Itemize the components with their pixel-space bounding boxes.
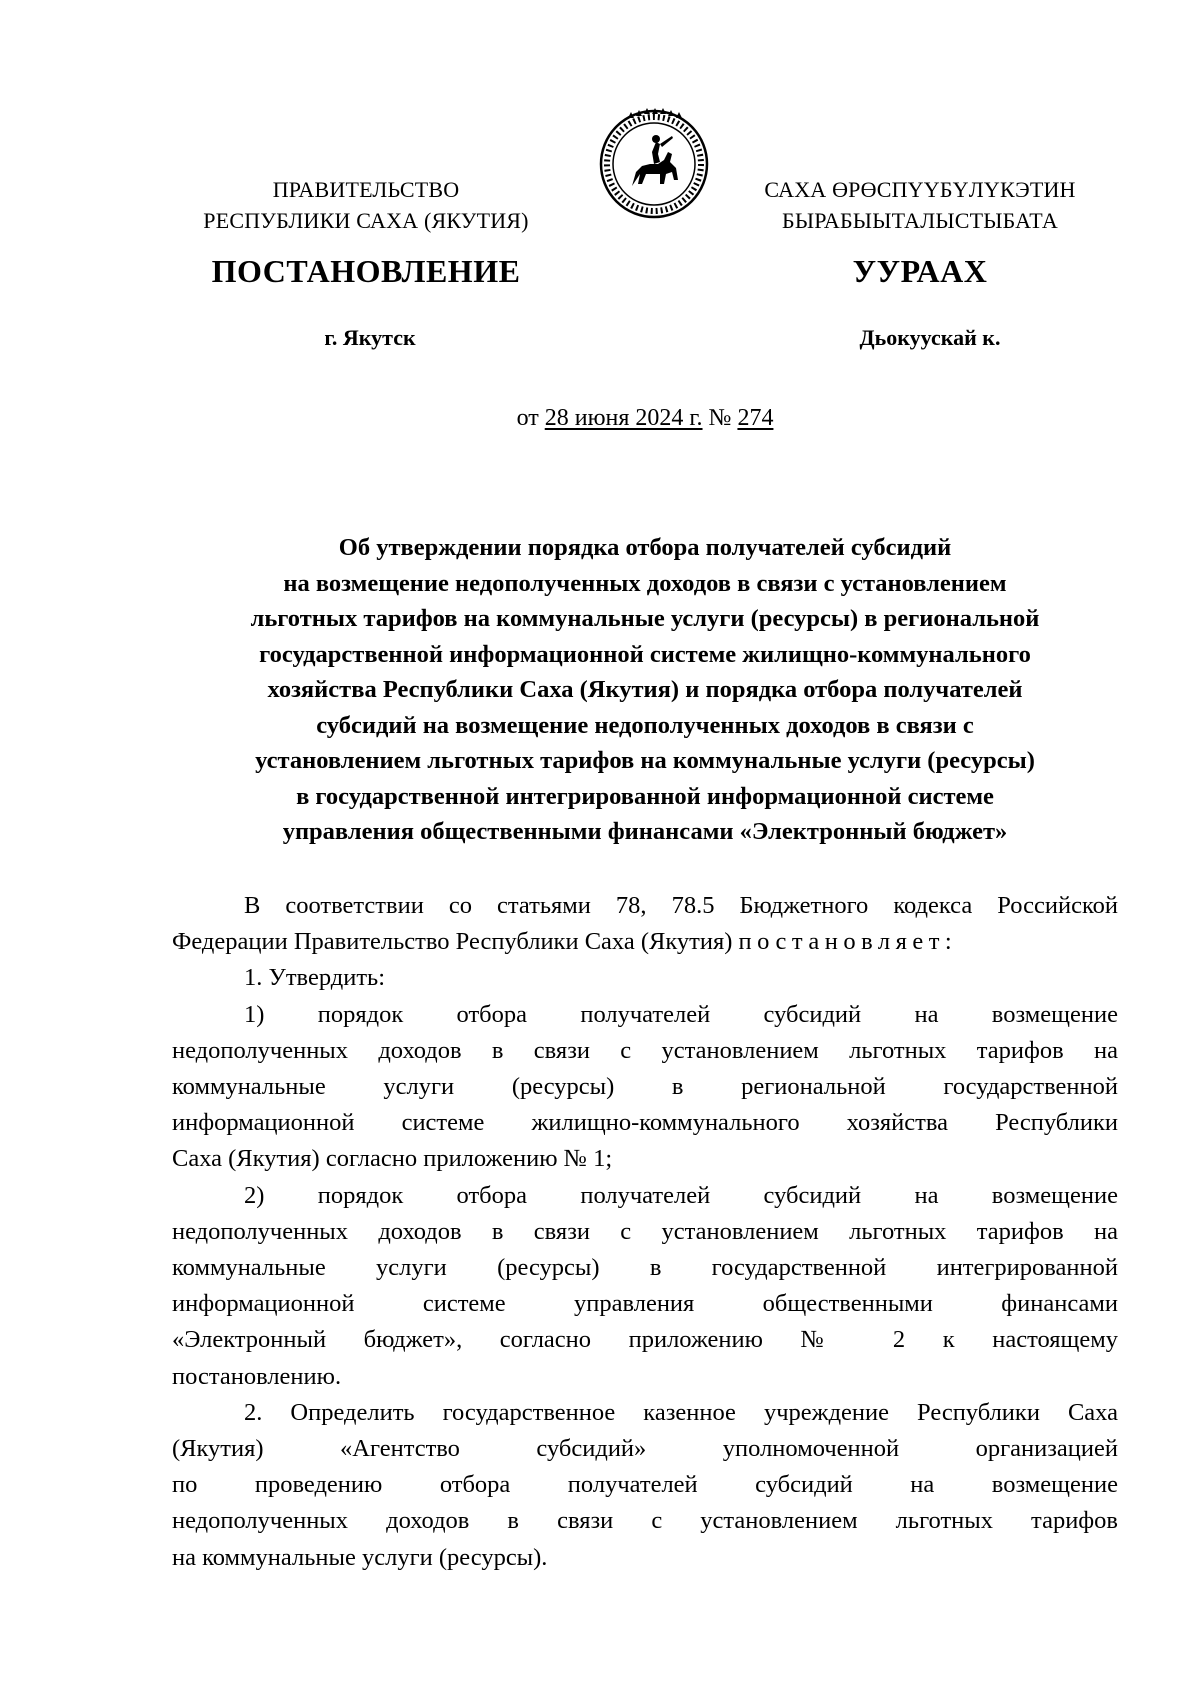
subject-line: субсидий на возмещение недополученных доходов в связи с bbox=[316, 711, 974, 739]
subject-line: государственной информационной системе жилищно-коммунального bbox=[259, 640, 1031, 668]
subject-line: в государственной интегрированной информационной системе bbox=[296, 782, 994, 810]
body-line: 2) порядок отбора получателей субсидий на возмещение bbox=[244, 1181, 1118, 1209]
body-line: информационной системе управления общественными финансами bbox=[172, 1290, 1118, 1318]
body-line: постановлению. bbox=[172, 1362, 342, 1390]
body-line: недополученных доходов в связи с установлением льготных тарифов на bbox=[172, 1217, 1118, 1245]
body-line: коммунальные услуги (ресурсы) в региональной государственной bbox=[172, 1073, 1118, 1101]
document-subject bbox=[150, 530, 1140, 850]
date-prefix: от bbox=[516, 405, 545, 431]
body-line: по проведению отбора получателей субсидий на возмещение bbox=[172, 1471, 1118, 1499]
issuer-header-ru bbox=[176, 174, 556, 236]
body-line: (Якутия) «Агентство субсидий» уполномоченной организацией bbox=[172, 1435, 1118, 1463]
city-ru: г. Якутск bbox=[324, 325, 416, 350]
issuer-line-2: РЕСПУБЛИКИ САХА (ЯКУТИЯ) bbox=[203, 208, 529, 233]
subject-line: установлением льготных тарифов на коммунальные услуги (ресурсы) bbox=[255, 747, 1035, 774]
issuer-header-sakha bbox=[730, 174, 1110, 236]
document-type-sakha: УУРААХ bbox=[852, 253, 988, 289]
paragraph-item-1 bbox=[172, 997, 1118, 1178]
subject-line: хозяйства Республики Саха (Якутия) и порядка отбора получателей bbox=[267, 676, 1023, 703]
paragraph-item-2 bbox=[172, 1178, 1118, 1395]
body-line: «Электронный бюджет», согласно приложению № 2 к настоящему bbox=[172, 1326, 1118, 1354]
subject-line: управления общественными финансами «Электронный бюджет» bbox=[282, 818, 1008, 845]
document-body bbox=[172, 888, 1118, 1576]
body-line bbox=[172, 924, 1118, 960]
city-sakha: Дьокуускай к. bbox=[859, 325, 1001, 350]
issuer-line-1-sakha: САХА ӨРӨСПҮҮБҮЛҮКЭТИН bbox=[764, 177, 1076, 202]
number-sign: № bbox=[702, 405, 738, 431]
subject-line: на возмещение недополученных доходов в связи с установлением bbox=[283, 569, 1007, 597]
paragraph-determine bbox=[172, 1395, 1118, 1576]
body-line: коммунальные услуги (ресурсы) в государственной интегрированной bbox=[172, 1254, 1118, 1282]
document-type-ru: ПОСТАНОВЛЕНИЕ bbox=[211, 253, 521, 289]
body-line: 1. Утвердить: bbox=[244, 964, 386, 992]
body-line: 2. Определить государственное казенное учреждение Республики Саха bbox=[244, 1398, 1118, 1426]
subject-line: Об утверждении порядка отбора получателей субсидий bbox=[338, 534, 952, 561]
document-date: 28 июня 2024 г. bbox=[544, 405, 703, 431]
body-line: Саха (Якутия) согласно приложению № 1; bbox=[172, 1145, 613, 1173]
document-number: 274 bbox=[737, 405, 774, 431]
date-number-line bbox=[0, 405, 1200, 432]
sakha-coat-of-arms-icon bbox=[598, 108, 710, 220]
decree-verb: постановляет: bbox=[738, 928, 958, 956]
paragraph-preamble bbox=[172, 888, 1118, 960]
body-line-text: Федерации Правительство Республики Саха (Якутия) bbox=[172, 928, 739, 956]
paragraph-approve bbox=[172, 960, 1118, 996]
body-line: недополученных доходов в связи с установлением льготных тарифов bbox=[172, 1507, 1118, 1535]
body-line: 1) порядок отбора получателей субсидий на возмещение bbox=[244, 1000, 1118, 1028]
body-line: В соответствии со статьями 78, 78.5 Бюджетного кодекса Российской bbox=[244, 892, 1118, 919]
body-line: недополученных доходов в связи с установлением льготных тарифов на bbox=[172, 1036, 1118, 1064]
body-line: информационной системе жилищно-коммунального хозяйства Республики bbox=[172, 1109, 1118, 1137]
subject-line: льготных тарифов на коммунальные услуги (ресурсы) в региональной bbox=[250, 605, 1040, 632]
issuer-line-1: ПРАВИТЕЛЬСТВО bbox=[272, 177, 460, 202]
body-line: на коммунальные услуги (ресурсы). bbox=[172, 1543, 548, 1571]
issuer-line-2-sakha: БЫРАБЫЫТАЛЫСТЫБАТА bbox=[782, 208, 1058, 233]
